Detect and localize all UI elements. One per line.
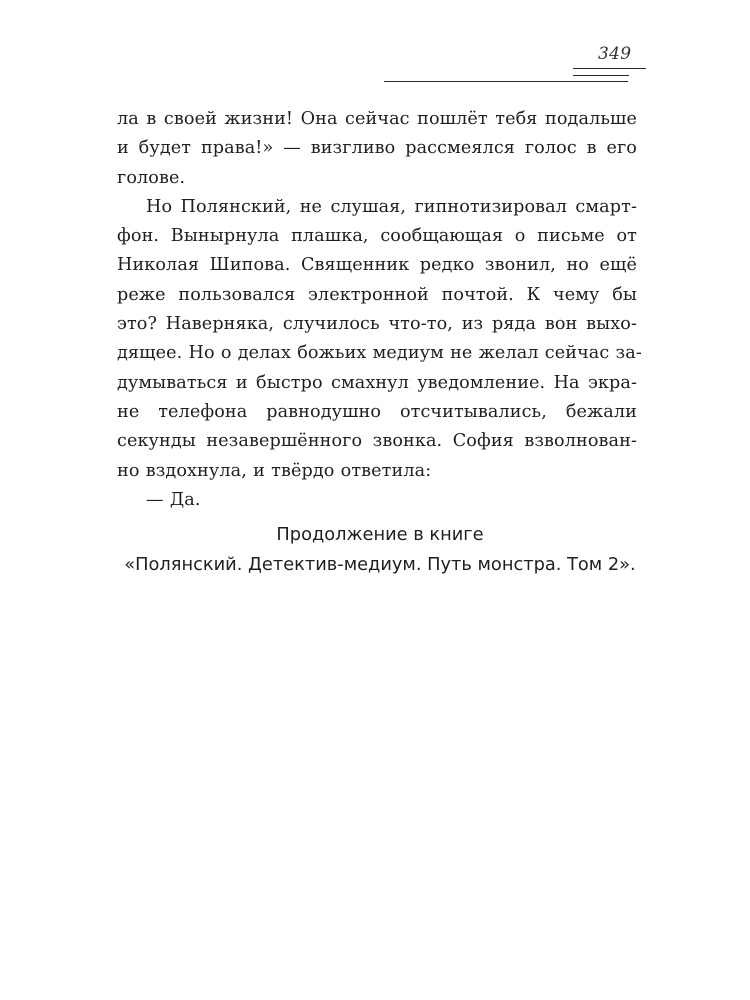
text-line: голове.	[117, 167, 186, 188]
page-number: 349	[598, 44, 632, 64]
header-rule-top	[573, 68, 646, 69]
continuation-line-2: «Полянский. Детектив-медиум. Путь монстра. Том 2».	[124, 553, 636, 575]
text-line: Но Полянский, не слушая, гипнотизировал смарт-	[146, 196, 637, 217]
text-line: Николая Шипова. Священник редко звонил, но ещё	[117, 255, 637, 276]
text-line: и будет права!» — визгливо рассмеялся голос в его	[117, 138, 637, 159]
continuation-note	[90, 520, 670, 579]
text-line: не телефона равнодушно отсчитывались, бежали	[117, 401, 637, 422]
header-rule-middle	[573, 75, 629, 76]
header-rule-long	[384, 81, 628, 82]
text-line: секунды незавершённого звонка. София взволнован-	[117, 431, 637, 452]
body-text	[117, 105, 642, 515]
text-line: реже пользовался электронной почтой. К чему бы	[117, 284, 637, 305]
text-line: дящее. Но о делах божьих медиум не желал сейчас за-	[117, 343, 642, 364]
text-line: это? Наверняка, случилось что-то, из ряда вон выхо-	[117, 314, 637, 335]
text-line: ла в своей жизни! Она сейчас пошлёт тебя подальше	[117, 109, 637, 129]
text-line: но вздохнула, и твёрдо ответила:	[117, 460, 432, 481]
text-line: думываться и быстро смахнул уведомление. На экра-	[117, 372, 637, 393]
text-line: фон. Вынырнула плашка, сообщающая о письме от	[117, 226, 637, 247]
text-line: — Да.	[146, 489, 201, 510]
continuation-line-1: Продолжение в книге	[276, 524, 484, 545]
